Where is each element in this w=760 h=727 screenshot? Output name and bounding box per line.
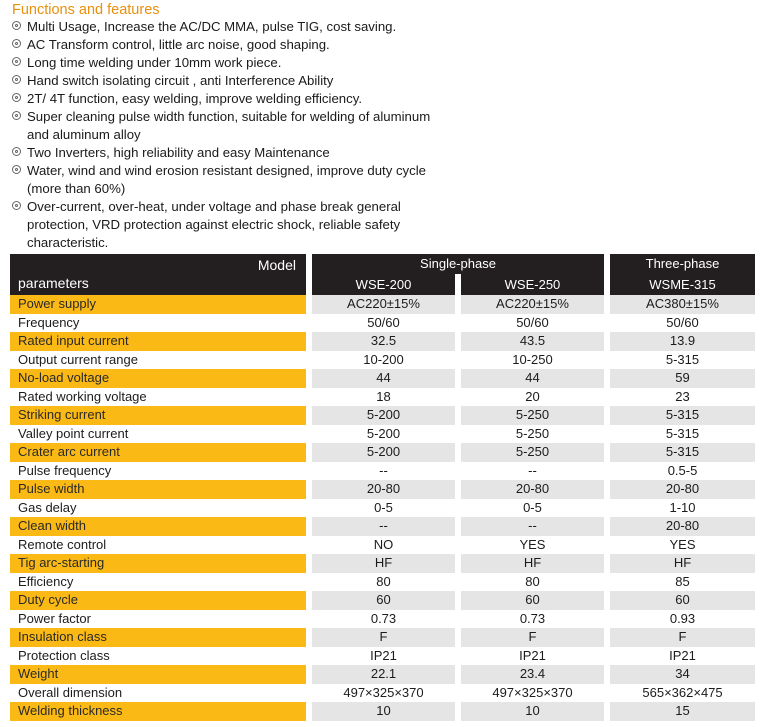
- parameter-value: 5-315: [610, 443, 755, 462]
- table-row: [10, 332, 755, 351]
- feature-item: [12, 198, 752, 252]
- parameter-value: 50/60: [312, 314, 455, 333]
- parameter-value: 32.5: [312, 332, 455, 351]
- parameter-label: Frequency: [10, 314, 306, 333]
- parameter-value: 59: [610, 369, 755, 388]
- parameter-value: 0.93: [610, 610, 755, 629]
- circle-bullet-icon: [12, 108, 27, 126]
- parameter-value: 80: [461, 573, 604, 592]
- parameter-value: 20-80: [610, 480, 755, 499]
- parameter-value: AC380±15%: [610, 295, 755, 314]
- table-row: [10, 536, 755, 555]
- parameter-label: Insulation class: [10, 628, 306, 647]
- table-row: [10, 351, 755, 370]
- parameter-value: 5-200: [312, 443, 455, 462]
- parameter-label: Striking current: [10, 406, 306, 425]
- table-row: [10, 573, 755, 592]
- feature-item: [12, 36, 752, 54]
- features-section: [12, 2, 752, 252]
- parameter-value: NO: [312, 536, 455, 555]
- parameter-label: Output current range: [10, 351, 306, 370]
- features-list: [12, 18, 752, 252]
- feature-text: Super cleaning pulse width function, suitable for welding of aluminum: [27, 109, 431, 124]
- table-row: [10, 554, 755, 573]
- parameter-value: HF: [312, 554, 455, 573]
- feature-text: AC Transform control, little arc noise, good shaping.: [27, 37, 330, 52]
- feature-text: (more than 60%): [27, 181, 126, 196]
- table-row: [10, 610, 755, 629]
- circle-bullet-icon: [12, 198, 27, 216]
- parameter-value: 5-315: [610, 425, 755, 444]
- feature-text: Long time welding under 10mm work piece.: [27, 55, 282, 70]
- parameter-label: Rated input current: [10, 332, 306, 351]
- parameter-value: YES: [610, 536, 755, 555]
- parameter-value: 0.73: [312, 610, 455, 629]
- parameter-value: 5-250: [461, 406, 604, 425]
- circle-bullet-icon: [12, 162, 27, 180]
- parameter-label: Rated working voltage: [10, 388, 306, 407]
- parameter-value: F: [312, 628, 455, 647]
- circle-bullet-icon: [12, 36, 27, 54]
- parameter-value: 20: [461, 388, 604, 407]
- parameter-value: 5-250: [461, 443, 604, 462]
- feature-text: and aluminum alloy: [27, 127, 141, 142]
- parameter-value: 0.5-5: [610, 462, 755, 481]
- parameter-value: 497×325×370: [461, 684, 604, 703]
- parameter-value: 5-250: [461, 425, 604, 444]
- parameter-label: Overall dimension: [10, 684, 306, 703]
- parameter-value: 50/60: [610, 314, 755, 333]
- parameter-value: 565×362×475: [610, 684, 755, 703]
- table-row: [10, 647, 755, 666]
- table-row: [10, 591, 755, 610]
- table-row: [10, 462, 755, 481]
- parameter-label: Power supply: [10, 295, 306, 314]
- table-row: [10, 684, 755, 703]
- parameter-value: 43.5: [461, 332, 604, 351]
- parameter-value: 44: [312, 369, 455, 388]
- parameter-value: 10-200: [312, 351, 455, 370]
- parameter-value: 80: [312, 573, 455, 592]
- parameters-label: parameters: [18, 275, 89, 291]
- model-parameters-header: [10, 254, 306, 295]
- parameter-value: 497×325×370: [312, 684, 455, 703]
- feature-text: characteristic.: [27, 235, 109, 250]
- parameter-value: 18: [312, 388, 455, 407]
- three-phase-header: Three-phase: [610, 254, 755, 274]
- table-row: [10, 295, 755, 314]
- parameter-label: Crater arc current: [10, 443, 306, 462]
- feature-text: protection, VRD protection against electric shock, reliable safety: [27, 217, 401, 232]
- table-row: [10, 665, 755, 684]
- parameter-value: AC220±15%: [312, 295, 455, 314]
- table-row: [10, 702, 755, 721]
- feature-item: [12, 108, 752, 144]
- parameter-value: IP21: [312, 647, 455, 666]
- parameter-label: Gas delay: [10, 499, 306, 518]
- parameter-label: Remote control: [10, 536, 306, 555]
- feature-item: [12, 72, 752, 90]
- parameter-value: --: [312, 462, 455, 481]
- model-wse-250: WSE-250: [461, 274, 604, 295]
- parameter-value: 60: [461, 591, 604, 610]
- circle-bullet-icon: [12, 72, 27, 90]
- parameter-value: --: [461, 462, 604, 481]
- parameter-value: 15: [610, 702, 755, 721]
- feature-item: [12, 54, 752, 72]
- parameter-value: 0-5: [312, 499, 455, 518]
- model-wsme-315: WSME-315: [610, 274, 755, 295]
- parameter-label: Duty cycle: [10, 591, 306, 610]
- parameter-value: 5-200: [312, 425, 455, 444]
- parameter-value: HF: [461, 554, 604, 573]
- table-row: [10, 443, 755, 462]
- group-header-row: [10, 254, 755, 274]
- spec-table: [10, 254, 755, 721]
- parameter-value: YES: [461, 536, 604, 555]
- parameter-label: Tig arc-starting: [10, 554, 306, 573]
- parameter-value: IP21: [610, 647, 755, 666]
- parameter-value: 0-5: [461, 499, 604, 518]
- parameter-value: --: [312, 517, 455, 536]
- features-title: Functions and features: [12, 2, 160, 18]
- feature-text: Hand switch isolating circuit , anti Interference Ability: [27, 73, 334, 88]
- circle-bullet-icon: [12, 90, 27, 108]
- parameter-label: Valley point current: [10, 425, 306, 444]
- parameter-value: 5-200: [312, 406, 455, 425]
- parameter-value: 60: [610, 591, 755, 610]
- parameter-value: 13.9: [610, 332, 755, 351]
- parameter-label: Welding thickness: [10, 702, 306, 721]
- table-row: [10, 425, 755, 444]
- parameter-value: F: [610, 628, 755, 647]
- parameter-value: AC220±15%: [461, 295, 604, 314]
- parameter-value: 10-250: [461, 351, 604, 370]
- parameter-label: Pulse width: [10, 480, 306, 499]
- parameter-label: Power factor: [10, 610, 306, 629]
- circle-bullet-icon: [12, 144, 27, 162]
- table-row: [10, 314, 755, 333]
- feature-item: [12, 144, 752, 162]
- parameter-value: 23.4: [461, 665, 604, 684]
- feature-item: [12, 90, 752, 108]
- parameter-label: Efficiency: [10, 573, 306, 592]
- parameter-value: 44: [461, 369, 604, 388]
- parameter-value: 50/60: [461, 314, 604, 333]
- parameter-value: IP21: [461, 647, 604, 666]
- parameter-value: F: [461, 628, 604, 647]
- parameter-label: Protection class: [10, 647, 306, 666]
- parameter-value: 60: [312, 591, 455, 610]
- parameter-value: 22.1: [312, 665, 455, 684]
- parameter-label: Weight: [10, 665, 306, 684]
- parameter-label: Pulse frequency: [10, 462, 306, 481]
- circle-bullet-icon: [12, 54, 27, 72]
- parameter-value: 23: [610, 388, 755, 407]
- feature-text: Multi Usage, Increase the AC/DC MMA, pulse TIG, cost saving.: [27, 19, 397, 34]
- circle-bullet-icon: [12, 18, 27, 36]
- parameter-value: 34: [610, 665, 755, 684]
- parameter-label: Clean width: [10, 517, 306, 536]
- parameter-value: 20-80: [312, 480, 455, 499]
- parameter-value: HF: [610, 554, 755, 573]
- feature-text: 2T/ 4T function, easy welding, improve welding efficiency.: [27, 91, 362, 106]
- model-wse-200: WSE-200: [312, 274, 455, 295]
- feature-text: Two Inverters, high reliability and easy Maintenance: [27, 145, 330, 160]
- parameter-value: 5-315: [610, 351, 755, 370]
- table-row: [10, 628, 755, 647]
- parameter-value: --: [461, 517, 604, 536]
- feature-text: Over-current, over-heat, under voltage and phase break general: [27, 199, 401, 214]
- parameter-value: 0.73: [461, 610, 604, 629]
- table-row: [10, 388, 755, 407]
- parameter-value: 20-80: [461, 480, 604, 499]
- table-row: [10, 480, 755, 499]
- table-row: [10, 517, 755, 536]
- model-label: Model: [257, 257, 296, 273]
- parameter-value: 5-315: [610, 406, 755, 425]
- parameter-value: 85: [610, 573, 755, 592]
- table-row: [10, 369, 755, 388]
- table-row: [10, 406, 755, 425]
- table-row: [10, 499, 755, 518]
- parameter-label: No-load voltage: [10, 369, 306, 388]
- parameter-value: 10: [461, 702, 604, 721]
- feature-item: [12, 18, 752, 36]
- parameter-value: 10: [312, 702, 455, 721]
- parameter-value: 20-80: [610, 517, 755, 536]
- single-phase-header: Single-phase: [312, 254, 604, 274]
- parameter-value: 1-10: [610, 499, 755, 518]
- feature-text: Water, wind and wind erosion resistant designed, improve duty cycle: [27, 163, 426, 178]
- feature-item: [12, 162, 752, 198]
